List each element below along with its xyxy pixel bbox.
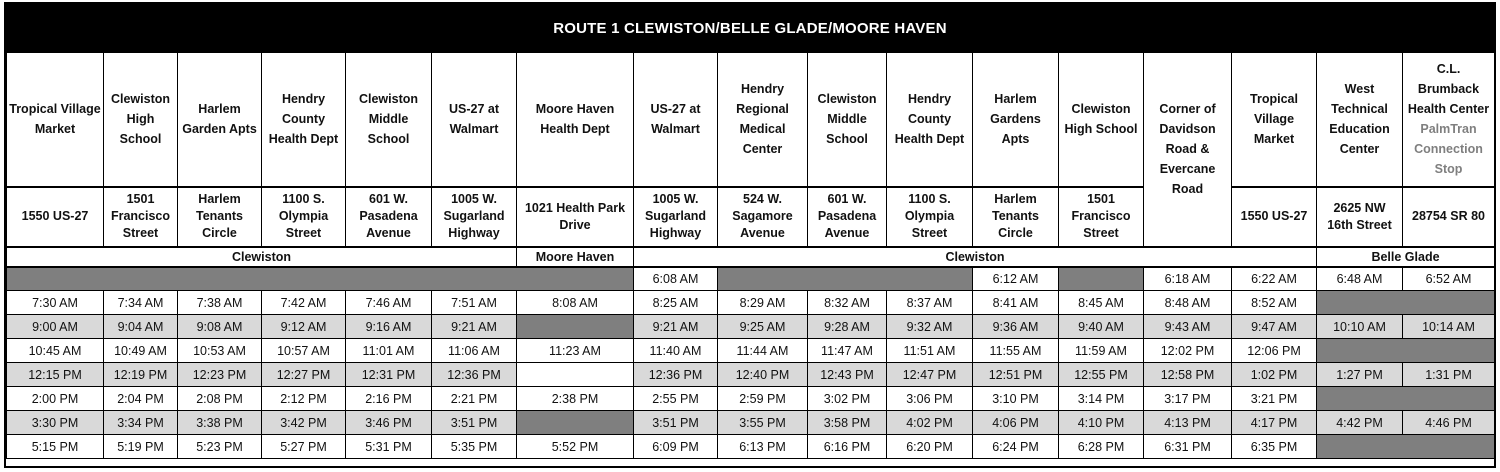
- time-cell: 6:35 PM: [1232, 435, 1317, 459]
- stop-name: Hendry County Health Dept: [887, 53, 973, 187]
- time-cell: 5:15 PM: [7, 435, 104, 459]
- time-cell: 3:55 PM: [718, 411, 808, 435]
- time-cell: 6:12 AM: [973, 267, 1059, 291]
- time-cell: 7:46 AM: [346, 291, 432, 315]
- schedule-table: [6, 52, 1495, 459]
- time-cell: 9:43 AM: [1144, 315, 1232, 339]
- time-cell: 11:01 AM: [346, 339, 432, 363]
- no-service-cell: [517, 363, 634, 387]
- time-cell: 2:16 PM: [346, 387, 432, 411]
- time-cell: 12:36 PM: [432, 363, 517, 387]
- time-cell: 10:57 AM: [262, 339, 346, 363]
- time-cell: 3:51 PM: [432, 411, 517, 435]
- time-cell: 6:18 AM: [1144, 267, 1232, 291]
- time-cell: 4:10 PM: [1059, 411, 1144, 435]
- time-cell: 12:27 PM: [262, 363, 346, 387]
- town-moore-haven: Moore Haven: [517, 247, 634, 267]
- time-cell: 9:28 AM: [808, 315, 887, 339]
- time-cell: 7:42 AM: [262, 291, 346, 315]
- time-cell: 6:20 PM: [887, 435, 973, 459]
- town-belle-glade: Belle Glade: [1317, 247, 1495, 267]
- time-cell: 12:06 PM: [1232, 339, 1317, 363]
- stop-address: 1100 S. Olympia Street: [887, 187, 973, 247]
- stop-name: Clewiston High School: [104, 53, 178, 187]
- time-cell: 8:37 AM: [887, 291, 973, 315]
- time-cell: 9:04 AM: [104, 315, 178, 339]
- time-cell: 3:42 PM: [262, 411, 346, 435]
- time-cell: 4:46 PM: [1403, 411, 1495, 435]
- time-cell: 8:29 AM: [718, 291, 808, 315]
- time-cell: 2:04 PM: [104, 387, 178, 411]
- time-cell: 6:22 AM: [1232, 267, 1317, 291]
- no-service-cell: [1317, 435, 1495, 459]
- stop-names-row: [7, 53, 1495, 187]
- time-cell: 6:08 AM: [634, 267, 718, 291]
- palmtran-note: PalmTran Connection Stop: [1414, 122, 1483, 177]
- trip-row: [7, 387, 1495, 411]
- time-cell: 12:58 PM: [1144, 363, 1232, 387]
- stop-name: Clewiston Middle School: [346, 53, 432, 187]
- time-cell: 3:38 PM: [178, 411, 262, 435]
- time-cell: 12:40 PM: [718, 363, 808, 387]
- no-service-cell: [1317, 387, 1495, 411]
- time-cell: 9:21 AM: [432, 315, 517, 339]
- town-row: [7, 247, 1495, 267]
- time-cell: 5:35 PM: [432, 435, 517, 459]
- time-cell: 8:32 AM: [808, 291, 887, 315]
- time-cell: 5:19 PM: [104, 435, 178, 459]
- time-cell: 1:31 PM: [1403, 363, 1495, 387]
- time-cell: 6:09 PM: [634, 435, 718, 459]
- time-cell: 2:12 PM: [262, 387, 346, 411]
- stop-address: 2625 NW 16th Street: [1317, 187, 1403, 247]
- time-cell: 6:31 PM: [1144, 435, 1232, 459]
- time-cell: 9:40 AM: [1059, 315, 1144, 339]
- time-cell: 3:30 PM: [7, 411, 104, 435]
- time-cell: 3:58 PM: [808, 411, 887, 435]
- time-cell: 8:45 AM: [1059, 291, 1144, 315]
- time-cell: 8:41 AM: [973, 291, 1059, 315]
- time-cell: 10:53 AM: [178, 339, 262, 363]
- trip-row: [7, 315, 1495, 339]
- time-cell: 2:55 PM: [634, 387, 718, 411]
- time-cell: 3:10 PM: [973, 387, 1059, 411]
- time-cell: 5:27 PM: [262, 435, 346, 459]
- stop-address: 524 W. Sagamore Avenue: [718, 187, 808, 247]
- town-clewiston: Clewiston: [7, 247, 517, 267]
- time-cell: 7:51 AM: [432, 291, 517, 315]
- time-cell: 12:43 PM: [808, 363, 887, 387]
- time-cell: 2:00 PM: [7, 387, 104, 411]
- time-cell: 12:31 PM: [346, 363, 432, 387]
- time-cell: 3:06 PM: [887, 387, 973, 411]
- trip-rows: [7, 267, 1495, 459]
- time-cell: 1:02 PM: [1232, 363, 1317, 387]
- trip-row: [7, 267, 1495, 291]
- town-clewiston: Clewiston: [634, 247, 1317, 267]
- time-cell: 7:38 AM: [178, 291, 262, 315]
- stop-name: Hendry Regional Medical Center: [718, 53, 808, 187]
- stop-name: US-27 at Walmart: [634, 53, 718, 187]
- time-cell: 9:16 AM: [346, 315, 432, 339]
- time-cell: 5:23 PM: [178, 435, 262, 459]
- time-cell: 11:59 AM: [1059, 339, 1144, 363]
- no-service-cell: [1059, 267, 1144, 291]
- time-cell: 4:06 PM: [973, 411, 1059, 435]
- time-cell: 6:24 PM: [973, 435, 1059, 459]
- time-cell: 8:25 AM: [634, 291, 718, 315]
- stop-address: 1005 W. Sugarland Highway: [634, 187, 718, 247]
- no-service-cell: [1317, 339, 1495, 363]
- time-cell: 11:40 AM: [634, 339, 718, 363]
- time-cell: 2:21 PM: [432, 387, 517, 411]
- stop-address: 601 W. Pasadena Avenue: [346, 187, 432, 247]
- time-cell: 4:13 PM: [1144, 411, 1232, 435]
- stop-name: Hendry County Health Dept: [262, 53, 346, 187]
- stop-address: 28754 SR 80: [1403, 187, 1495, 247]
- time-cell: 6:13 PM: [718, 435, 808, 459]
- stop-address: 1005 W. Sugarland Highway: [432, 187, 517, 247]
- time-cell: 11:47 AM: [808, 339, 887, 363]
- time-cell: 12:51 PM: [973, 363, 1059, 387]
- stop-address: 1501 Francisco Street: [1059, 187, 1144, 247]
- time-cell: 7:30 AM: [7, 291, 104, 315]
- stop-name-text: C.L. Brumback Health Center: [1407, 62, 1490, 117]
- time-cell: 4:17 PM: [1232, 411, 1317, 435]
- no-service-cell: [7, 267, 634, 291]
- stop-name: Harlem Garden Apts: [178, 53, 262, 187]
- time-cell: 6:28 PM: [1059, 435, 1144, 459]
- time-cell: 9:12 AM: [262, 315, 346, 339]
- time-cell: 11:06 AM: [432, 339, 517, 363]
- time-cell: 3:17 PM: [1144, 387, 1232, 411]
- time-cell: 3:46 PM: [346, 411, 432, 435]
- time-cell: 2:08 PM: [178, 387, 262, 411]
- stop-address: Harlem Tenants Circle: [973, 187, 1059, 247]
- no-service-cell: [517, 411, 634, 435]
- time-cell: 9:36 AM: [973, 315, 1059, 339]
- time-cell: 11:23 AM: [517, 339, 634, 363]
- time-cell: 12:47 PM: [887, 363, 973, 387]
- stop-address: 601 W. Pasadena Avenue: [808, 187, 887, 247]
- no-service-cell: [1317, 291, 1495, 315]
- time-cell: 10:45 AM: [7, 339, 104, 363]
- time-cell: 9:47 AM: [1232, 315, 1317, 339]
- stop-addresses-row: [7, 187, 1495, 247]
- stop-address: 1550 US-27: [1232, 187, 1317, 247]
- time-cell: 12:55 PM: [1059, 363, 1144, 387]
- time-cell: 3:34 PM: [104, 411, 178, 435]
- time-cell: 11:51 AM: [887, 339, 973, 363]
- time-cell: 3:02 PM: [808, 387, 887, 411]
- stop-name-brumback: [1403, 53, 1495, 187]
- time-cell: 5:52 PM: [517, 435, 634, 459]
- time-cell: 9:25 AM: [718, 315, 808, 339]
- time-cell: 3:21 PM: [1232, 387, 1317, 411]
- no-service-cell: [517, 315, 634, 339]
- route-title: ROUTE 1 CLEWISTON/BELLE GLADE/MOORE HAVEN: [6, 4, 1494, 52]
- time-cell: 2:38 PM: [517, 387, 634, 411]
- time-cell: 9:08 AM: [178, 315, 262, 339]
- stop-address: 1100 S. Olympia Street: [262, 187, 346, 247]
- trip-row: [7, 291, 1495, 315]
- time-cell: 12:23 PM: [178, 363, 262, 387]
- time-cell: 12:36 PM: [634, 363, 718, 387]
- no-service-cell: [718, 267, 973, 291]
- time-cell: 8:48 AM: [1144, 291, 1232, 315]
- time-cell: 1:27 PM: [1317, 363, 1403, 387]
- time-cell: 4:02 PM: [887, 411, 973, 435]
- time-cell: 10:10 AM: [1317, 315, 1403, 339]
- trip-row: [7, 435, 1495, 459]
- stop-name: Harlem Gardens Apts: [973, 53, 1059, 187]
- time-cell: 2:59 PM: [718, 387, 808, 411]
- time-cell: 7:34 AM: [104, 291, 178, 315]
- stop-name: US-27 at Walmart: [432, 53, 517, 187]
- time-cell: 9:21 AM: [634, 315, 718, 339]
- time-cell: 8:08 AM: [517, 291, 634, 315]
- schedule-document: [4, 2, 1496, 468]
- time-cell: 11:55 AM: [973, 339, 1059, 363]
- stop-name: Clewiston Middle School: [808, 53, 887, 187]
- trip-row: [7, 363, 1495, 387]
- stop-address: 1501 Francisco Street: [104, 187, 178, 247]
- time-cell: 11:44 AM: [718, 339, 808, 363]
- trip-row: [7, 411, 1495, 435]
- time-cell: 5:31 PM: [346, 435, 432, 459]
- time-cell: 3:14 PM: [1059, 387, 1144, 411]
- stop-address: Harlem Tenants Circle: [178, 187, 262, 247]
- time-cell: 4:42 PM: [1317, 411, 1403, 435]
- trip-row: [7, 339, 1495, 363]
- time-cell: 8:52 AM: [1232, 291, 1317, 315]
- time-cell: 12:15 PM: [7, 363, 104, 387]
- stop-name: Corner of Davidson Road & Evercane Road: [1144, 53, 1232, 247]
- stop-name: West Technical Education Center: [1317, 53, 1403, 187]
- time-cell: 9:32 AM: [887, 315, 973, 339]
- stop-name: Tropical Village Market: [1232, 53, 1317, 187]
- stop-name: Clewiston High School: [1059, 53, 1144, 187]
- time-cell: 3:51 PM: [634, 411, 718, 435]
- time-cell: 6:16 PM: [808, 435, 887, 459]
- time-cell: 6:48 AM: [1317, 267, 1403, 291]
- stop-name: Tropical Village Market: [7, 53, 104, 187]
- time-cell: 12:02 PM: [1144, 339, 1232, 363]
- stop-address: 1550 US-27: [7, 187, 104, 247]
- time-cell: 10:49 AM: [104, 339, 178, 363]
- time-cell: 10:14 AM: [1403, 315, 1495, 339]
- time-cell: 9:00 AM: [7, 315, 104, 339]
- time-cell: 6:52 AM: [1403, 267, 1495, 291]
- time-cell: 12:19 PM: [104, 363, 178, 387]
- stop-address: 1021 Health Park Drive: [517, 187, 634, 247]
- stop-name: Moore Haven Health Dept: [517, 53, 634, 187]
